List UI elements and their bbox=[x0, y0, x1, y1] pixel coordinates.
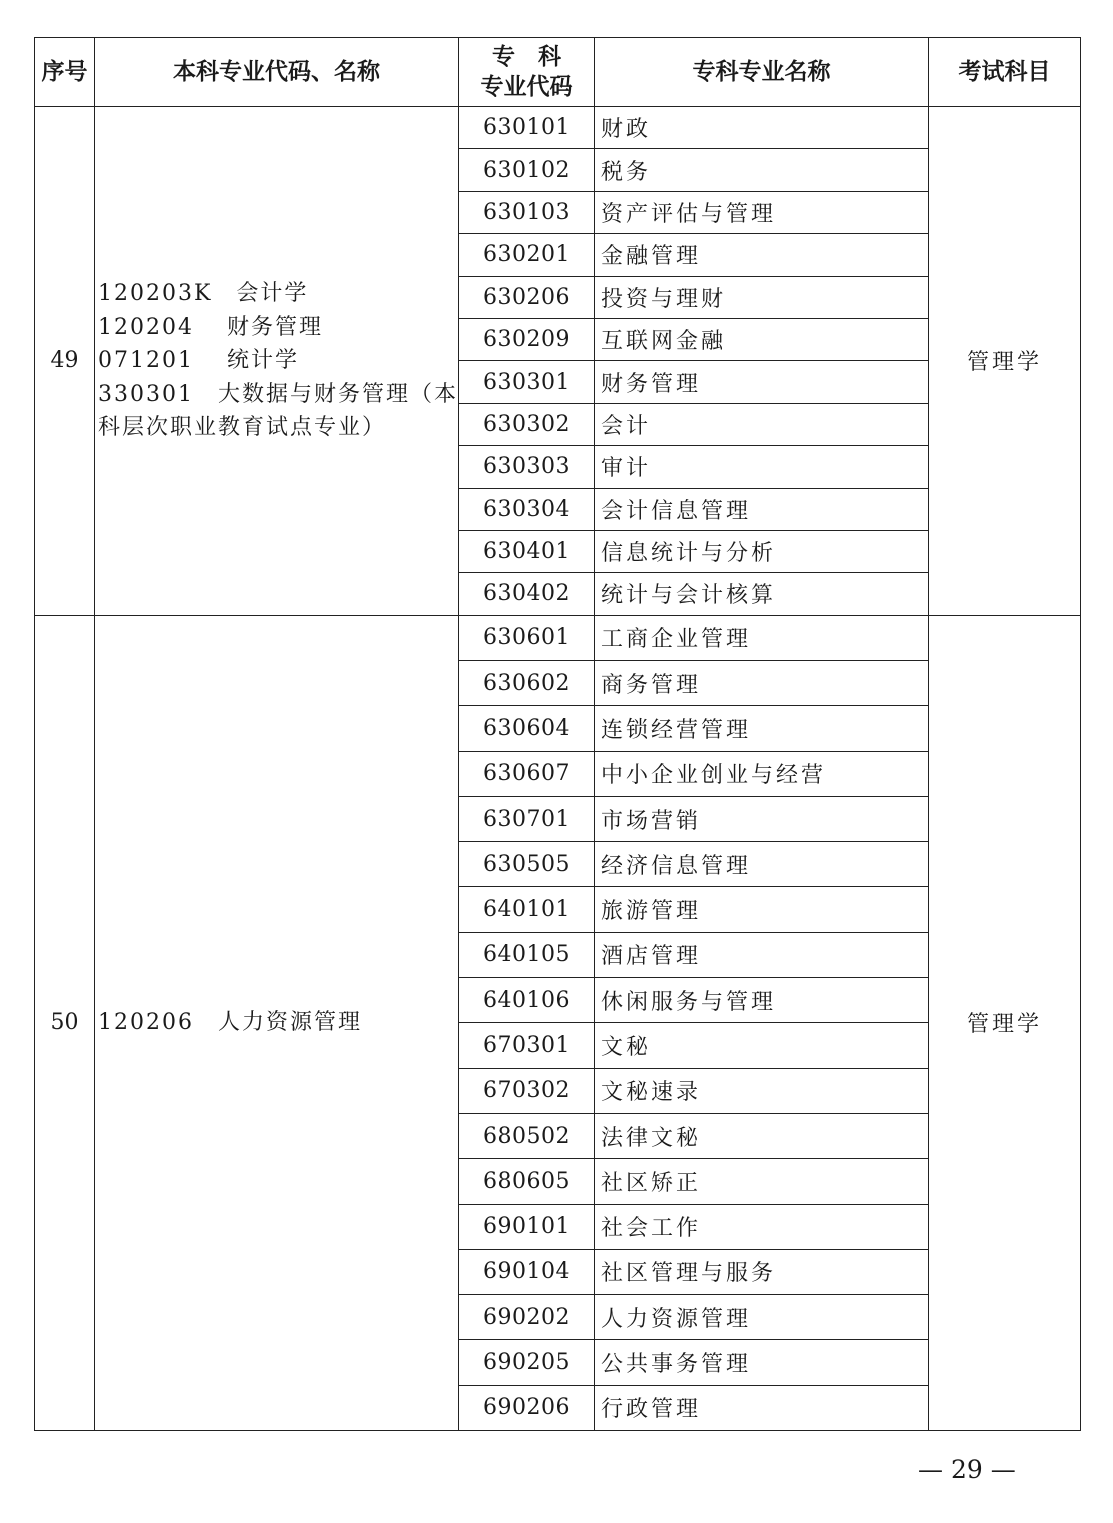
vocational-name-cell: 文秘 bbox=[594, 1023, 928, 1068]
vocational-name-cell: 法律文秘 bbox=[594, 1113, 928, 1158]
vocational-code-cell: 630301 bbox=[458, 361, 594, 403]
vocational-code-cell: 630304 bbox=[458, 488, 594, 530]
vocational-code-cell: 630602 bbox=[458, 660, 594, 705]
vocational-name-cell: 文秘速录 bbox=[594, 1068, 928, 1113]
vocational-name-cell: 信息统计与分析 bbox=[594, 530, 928, 572]
vocational-code-cell: 690101 bbox=[458, 1204, 594, 1249]
page-number: — 29 — bbox=[918, 1455, 1016, 1484]
vocational-name-cell: 商务管理 bbox=[594, 660, 928, 705]
vocational-code-cell: 690206 bbox=[458, 1385, 594, 1430]
vocational-code-cell: 630601 bbox=[458, 615, 594, 660]
table-row bbox=[35, 107, 1081, 149]
vocational-code-cell: 630402 bbox=[458, 573, 594, 615]
vocational-code-cell: 630505 bbox=[458, 842, 594, 887]
vocational-code-cell: 630206 bbox=[458, 276, 594, 318]
vocational-name-cell: 统计与会计核算 bbox=[594, 573, 928, 615]
vocational-code-cell: 630401 bbox=[458, 530, 594, 572]
vocational-name-cell: 金融管理 bbox=[594, 234, 928, 276]
vocational-name-cell: 工商企业管理 bbox=[594, 615, 928, 660]
vocational-code-cell: 690205 bbox=[458, 1340, 594, 1385]
vocational-code-cell: 640106 bbox=[458, 978, 594, 1023]
bachelor-major-line: 科层次职业教育试点专业） bbox=[98, 415, 387, 441]
vocational-code-cell: 630102 bbox=[458, 149, 594, 191]
header-vocational-code bbox=[458, 38, 594, 107]
vocational-code-cell: 630209 bbox=[458, 318, 594, 360]
bachelor-major-cell bbox=[95, 107, 459, 616]
vocational-code-cell: 690104 bbox=[458, 1249, 594, 1294]
vocational-name-cell: 社会工作 bbox=[594, 1204, 928, 1249]
vocational-name-cell: 社区矫正 bbox=[594, 1159, 928, 1204]
vocational-code-cell: 680502 bbox=[458, 1113, 594, 1158]
vocational-name-cell: 资产评估与管理 bbox=[594, 191, 928, 233]
vocational-code-cell: 630303 bbox=[458, 446, 594, 488]
vocational-code-cell: 630701 bbox=[458, 796, 594, 841]
vocational-name-cell: 旅游管理 bbox=[594, 887, 928, 932]
vocational-name-cell: 审计 bbox=[594, 446, 928, 488]
vocational-code-cell: 680605 bbox=[458, 1159, 594, 1204]
vocational-name-cell: 人力资源管理 bbox=[594, 1295, 928, 1340]
vocational-name-cell: 社区管理与服务 bbox=[594, 1249, 928, 1294]
vocational-code-cell: 630101 bbox=[458, 107, 594, 149]
vocational-name-cell: 市场营销 bbox=[594, 796, 928, 841]
vocational-name-cell: 互联网金融 bbox=[594, 318, 928, 360]
vocational-name-cell: 会计信息管理 bbox=[594, 488, 928, 530]
majors-table bbox=[34, 37, 1081, 1431]
exam-subject-cell: 管理学 bbox=[928, 615, 1080, 1430]
vocational-name-cell: 休闲服务与管理 bbox=[594, 978, 928, 1023]
vocational-code-cell: 630103 bbox=[458, 191, 594, 233]
vocational-code-cell: 690202 bbox=[458, 1295, 594, 1340]
header-row bbox=[35, 38, 1081, 107]
bachelor-major-line: 120203K 会计学 bbox=[98, 281, 309, 307]
table-row bbox=[35, 615, 1081, 660]
vocational-name-cell: 公共事务管理 bbox=[594, 1340, 928, 1385]
vocational-code-cell: 670302 bbox=[458, 1068, 594, 1113]
header-exam-subject: 考试科目 bbox=[928, 38, 1080, 107]
vocational-code-cell: 630607 bbox=[458, 751, 594, 796]
vocational-name-cell: 财政 bbox=[594, 107, 928, 149]
bachelor-major-line: 120206 人力资源管理 bbox=[98, 1010, 362, 1036]
header-vocational-code-line2: 专业代码 bbox=[480, 74, 573, 100]
header-seq: 序号 bbox=[35, 38, 95, 107]
vocational-name-cell: 财务管理 bbox=[594, 361, 928, 403]
seq-cell: 49 bbox=[35, 107, 95, 616]
vocational-code-cell: 630201 bbox=[458, 234, 594, 276]
bachelor-major-line: 120204 财务管理 bbox=[98, 314, 323, 340]
header-vocational-code-line1: 专 科 bbox=[491, 44, 561, 70]
vocational-name-cell: 经济信息管理 bbox=[594, 842, 928, 887]
group-49 bbox=[35, 107, 1081, 616]
vocational-code-cell: 670301 bbox=[458, 1023, 594, 1068]
bachelor-major-line: 071201 统计学 bbox=[98, 348, 299, 374]
exam-subject-cell: 管理学 bbox=[928, 107, 1080, 616]
bachelor-major-cell bbox=[95, 615, 459, 1430]
vocational-name-cell: 酒店管理 bbox=[594, 932, 928, 977]
vocational-name-cell: 投资与理财 bbox=[594, 276, 928, 318]
vocational-name-cell: 税务 bbox=[594, 149, 928, 191]
vocational-code-cell: 640105 bbox=[458, 932, 594, 977]
vocational-name-cell: 行政管理 bbox=[594, 1385, 928, 1430]
header-bachelor-major: 本科专业代码、名称 bbox=[95, 38, 459, 107]
group-50 bbox=[35, 615, 1081, 1430]
vocational-name-cell: 会计 bbox=[594, 403, 928, 445]
vocational-name-cell: 连锁经营管理 bbox=[594, 706, 928, 751]
header-vocational-name: 专科专业名称 bbox=[594, 38, 928, 107]
vocational-code-cell: 640101 bbox=[458, 887, 594, 932]
vocational-name-cell: 中小企业创业与经营 bbox=[594, 751, 928, 796]
vocational-code-cell: 630302 bbox=[458, 403, 594, 445]
vocational-code-cell: 630604 bbox=[458, 706, 594, 751]
seq-cell: 50 bbox=[35, 615, 95, 1430]
bachelor-major-line: 330301 大数据与财务管理（本 bbox=[98, 381, 458, 407]
